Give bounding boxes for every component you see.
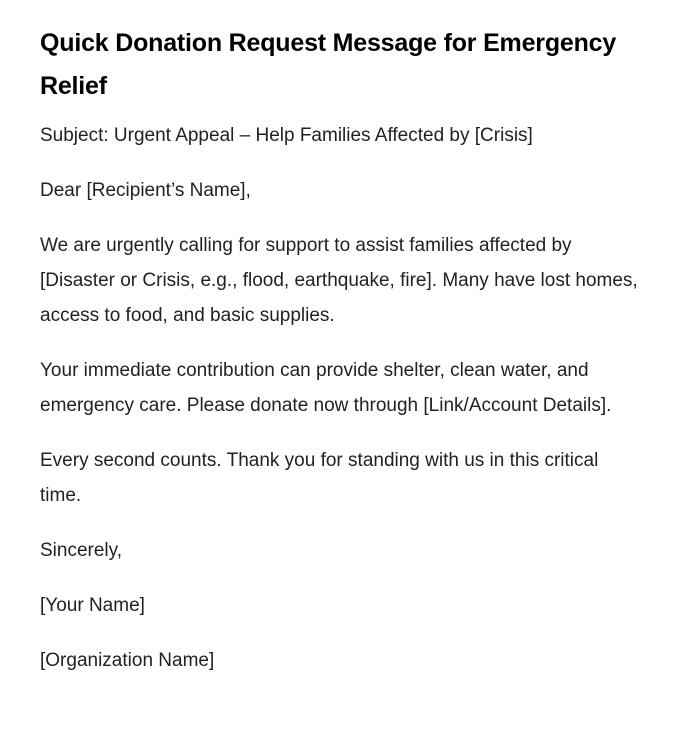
body-paragraph-2: Your immediate contribution can provide shelter, clean water, and emergency care. Please donate now through [Link/Account Details].	[40, 360, 612, 416]
greeting: Dear [Recipient’s Name],	[40, 180, 251, 201]
body-paragraph-3: Every second counts. Thank you for standing with us in this critical time.	[40, 450, 599, 506]
email-subject: Subject: Urgent Appeal – Help Families Affected by [Crisis]	[40, 125, 533, 146]
sender-name: [Your Name]	[40, 595, 145, 616]
organization-name: [Organization Name]	[40, 650, 215, 671]
document-title: Quick Donation Request Message for Emergency Relief	[40, 29, 617, 100]
body-paragraph-1: We are urgently calling for support to assist families affected by [Disaster or Crisis, e.g., flood, earthquake, fire]. Many have lost homes, access to food, and basic supplies.	[40, 235, 638, 326]
closing: Sincerely,	[40, 540, 123, 561]
